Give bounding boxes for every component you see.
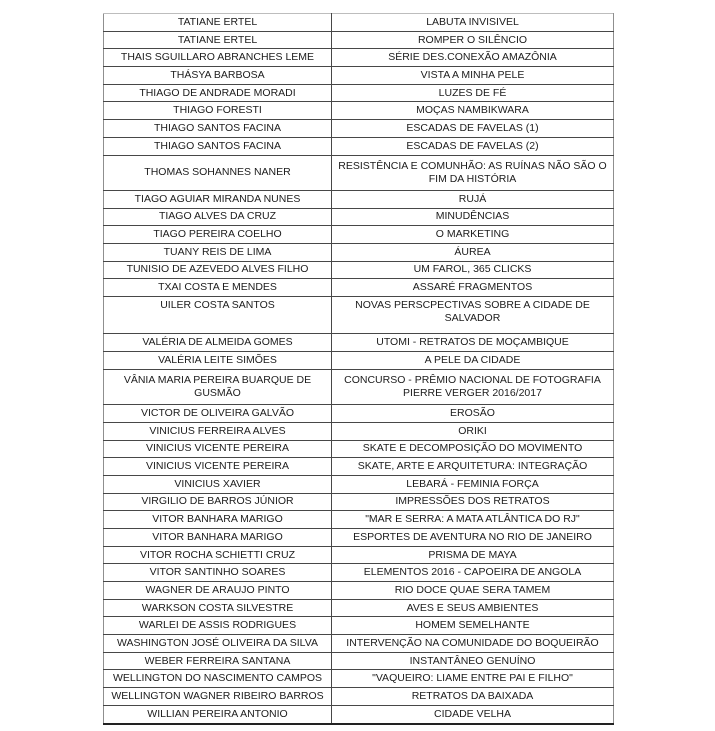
table-row <box>104 279 614 297</box>
table-row <box>104 440 614 458</box>
author-name-cell: VIRGILIO DE BARROS JÚNIOR <box>104 493 332 511</box>
work-title-cell: RETRATOS DA BAIXADA <box>332 688 614 706</box>
author-name-cell: VITOR SANTINHO SOARES <box>104 564 332 582</box>
work-title-cell: LUZES DE FÉ <box>332 84 614 102</box>
author-name-cell: TUANY REIS DE LIMA <box>104 243 332 261</box>
table-row <box>104 652 614 670</box>
work-title-cell: LEBARÁ - FEMINIA FORÇA <box>332 475 614 493</box>
work-title-cell: MOÇAS NAMBIKWARA <box>332 102 614 120</box>
work-title-cell: "MAR E SERRA: A MATA ATLÂNTICA DO RJ" <box>332 511 614 529</box>
work-title-cell: INTERVENÇÃO NA COMUNIDADE DO BOQUEIRÃO <box>332 635 614 653</box>
author-name-cell: TIAGO PEREIRA COELHO <box>104 226 332 244</box>
author-name-cell: TATIANE ERTEL <box>104 14 332 32</box>
author-name-cell: UILER COSTA SANTOS <box>104 297 332 334</box>
table-row <box>104 226 614 244</box>
author-name-cell: THIAGO SANTOS FACINA <box>104 120 332 138</box>
author-name-cell: WELLINGTON WAGNER RIBEIRO BARROS <box>104 688 332 706</box>
table-row <box>104 582 614 600</box>
author-name-cell: THÁSYA BARBOSA <box>104 67 332 85</box>
table-row <box>104 49 614 67</box>
table-row <box>104 102 614 120</box>
author-name-cell: WEBER FERREIRA SANTANA <box>104 652 332 670</box>
table-row <box>104 546 614 564</box>
author-name-cell: TATIANE ERTEL <box>104 31 332 49</box>
table-row <box>104 369 614 404</box>
table-row <box>104 297 614 334</box>
work-title-cell: INSTANTÂNEO GENUÍNO <box>332 652 614 670</box>
work-title-cell: EROSÃO <box>332 405 614 423</box>
table-row <box>104 405 614 423</box>
work-title-cell: ÁUREA <box>332 243 614 261</box>
author-name-cell: TUNISIO DE AZEVEDO ALVES FILHO <box>104 261 332 279</box>
author-name-cell: VITOR BANHARA MARIGO <box>104 511 332 529</box>
author-name-cell: VINICIUS XAVIER <box>104 475 332 493</box>
table-row <box>104 261 614 279</box>
table-row <box>104 599 614 617</box>
work-title-cell: HOMEM SEMELHANTE <box>332 617 614 635</box>
author-name-cell: WARKSON COSTA SILVESTRE <box>104 599 332 617</box>
work-title-cell: SÉRIE DES.CONEXÃO AMAZÔNIA <box>332 49 614 67</box>
table-row <box>104 617 614 635</box>
work-title-cell: LABUTA INVISIVEL <box>332 14 614 32</box>
table-row <box>104 528 614 546</box>
author-name-cell: WASHINGTON JOSÉ OLIVEIRA DA SILVA <box>104 635 332 653</box>
table-row <box>104 137 614 155</box>
work-title-cell: MINUDÊNCIAS <box>332 208 614 226</box>
work-title-cell: ROMPER O SILÊNCIO <box>332 31 614 49</box>
table-row <box>104 14 614 32</box>
table-body <box>104 14 614 724</box>
work-title-cell: ASSARÉ FRAGMENTOS <box>332 279 614 297</box>
table-row <box>104 243 614 261</box>
author-name-cell: VINICIUS VICENTE PEREIRA <box>104 440 332 458</box>
work-title-cell: SKATE E DECOMPOSIÇÃO DO MOVIMENTO <box>332 440 614 458</box>
table-row <box>104 670 614 688</box>
work-title-cell: AVES E SEUS AMBIENTES <box>332 599 614 617</box>
table-row <box>104 31 614 49</box>
work-title-cell: SKATE, ARTE E ARQUITETURA: INTEGRAÇÃO <box>332 458 614 476</box>
table-row <box>104 190 614 208</box>
author-name-cell: WELLINGTON DO NASCIMENTO CAMPOS <box>104 670 332 688</box>
table-row <box>104 688 614 706</box>
table-row <box>104 458 614 476</box>
work-title-cell: UM FAROL, 365 CLICKS <box>332 261 614 279</box>
author-name-cell: VITOR BANHARA MARIGO <box>104 528 332 546</box>
author-name-cell: TIAGO AGUIAR MIRANDA NUNES <box>104 190 332 208</box>
work-title-cell: PRISMA DE MAYA <box>332 546 614 564</box>
work-title-cell: ELEMENTOS 2016 - CAPOEIRA DE ANGOLA <box>332 564 614 582</box>
author-name-cell: VALÉRIA DE ALMEIDA GOMES <box>104 334 332 352</box>
work-title-cell: RIO DOCE QUAE SERA TAMEM <box>332 582 614 600</box>
author-name-cell: TIAGO ALVES DA CRUZ <box>104 208 332 226</box>
author-name-cell: THIAGO DE ANDRADE MORADI <box>104 84 332 102</box>
author-name-cell: TXAI COSTA E MENDES <box>104 279 332 297</box>
table-row <box>104 67 614 85</box>
work-title-cell: RUJÁ <box>332 190 614 208</box>
table-row <box>104 564 614 582</box>
work-title-cell: A PELE DA CIDADE <box>332 352 614 370</box>
author-name-cell: WILLIAN PEREIRA ANTONIO <box>104 705 332 723</box>
author-name-cell: WARLEI DE ASSIS RODRIGUES <box>104 617 332 635</box>
author-name-cell: VINICIUS FERREIRA ALVES <box>104 422 332 440</box>
table-row <box>104 475 614 493</box>
work-title-cell: UTOMI - RETRATOS DE MOÇAMBIQUE <box>332 334 614 352</box>
work-title-cell: ORIKI <box>332 422 614 440</box>
author-name-cell: VINICIUS VICENTE PEREIRA <box>104 458 332 476</box>
work-title-cell: O MARKETING <box>332 226 614 244</box>
author-name-cell: VITOR ROCHA SCHIETTI CRUZ <box>104 546 332 564</box>
table-row <box>104 705 614 723</box>
work-title-cell: IMPRESSÕES DOS RETRATOS <box>332 493 614 511</box>
work-title-cell: NOVAS PERSCPECTIVAS SOBRE A CIDADE DE SALVADOR <box>332 297 614 334</box>
authors-works-table-container <box>103 13 613 725</box>
table-row <box>104 334 614 352</box>
author-name-cell: VICTOR DE OLIVEIRA GALVÃO <box>104 405 332 423</box>
table-row <box>104 493 614 511</box>
work-title-cell: VISTA A MINHA PELE <box>332 67 614 85</box>
table-row <box>104 635 614 653</box>
author-name-cell: THAIS SGUILLARO ABRANCHES LEME <box>104 49 332 67</box>
work-title-cell: RESISTÊNCIA E COMUNHÃO: AS RUÍNAS NÃO SÃO O FIM DA HISTÓRIA <box>332 155 614 190</box>
table-row <box>104 84 614 102</box>
table-row <box>104 155 614 190</box>
author-name-cell: THIAGO SANTOS FACINA <box>104 137 332 155</box>
work-title-cell: ESCADAS DE FAVELAS (1) <box>332 120 614 138</box>
table-row <box>104 120 614 138</box>
work-title-cell: CONCURSO - PRÊMIO NACIONAL DE FOTOGRAFIA PIERRE VERGER 2016/2017 <box>332 369 614 404</box>
table-row <box>104 511 614 529</box>
author-name-cell: THIAGO FORESTI <box>104 102 332 120</box>
author-name-cell: THOMAS SOHANNES NANER <box>104 155 332 190</box>
work-title-cell: ESPORTES DE AVENTURA NO RIO DE JANEIRO <box>332 528 614 546</box>
authors-works-table <box>103 13 614 725</box>
work-title-cell: CIDADE VELHA <box>332 705 614 723</box>
table-row <box>104 422 614 440</box>
author-name-cell: WAGNER DE ARAUJO PINTO <box>104 582 332 600</box>
author-name-cell: VÂNIA MARIA PEREIRA BUARQUE DE GUSMÃO <box>104 369 332 404</box>
table-row <box>104 352 614 370</box>
table-row <box>104 208 614 226</box>
work-title-cell: ESCADAS DE FAVELAS (2) <box>332 137 614 155</box>
author-name-cell: VALÉRIA LEITE SIMÕES <box>104 352 332 370</box>
work-title-cell: "VAQUEIRO: LIAME ENTRE PAI E FILHO" <box>332 670 614 688</box>
